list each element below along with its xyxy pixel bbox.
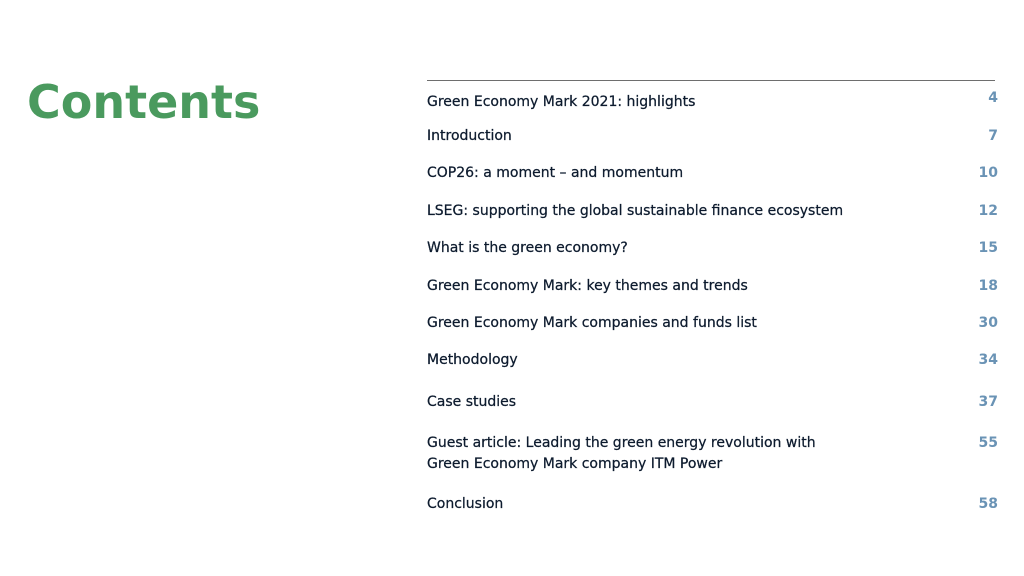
toc-entry-label: Green Economy Mark 2021: highlights xyxy=(427,94,696,110)
toc-entry-label: Introduction xyxy=(427,128,512,144)
toc-entry-label: Conclusion xyxy=(427,496,504,512)
toc-entry-page-number: 18 xyxy=(978,278,998,294)
toc-entry-label: Green Economy Mark companies and funds list xyxy=(427,315,757,331)
toc-entry-label: What is the green economy? xyxy=(427,240,628,256)
toc-entry-page-number: 7 xyxy=(988,128,998,144)
toc-divider xyxy=(427,80,995,81)
toc-entry-page-number: 15 xyxy=(978,240,998,256)
toc-entry-page-number: 58 xyxy=(978,496,998,512)
page-title: Contents xyxy=(27,75,261,129)
toc-entry-page-number: 55 xyxy=(978,435,998,451)
toc-entry-label: Guest article: Leading the green energy revolution with Green Economy Mark company ITM Power xyxy=(427,435,816,472)
toc-entry-page-number: 37 xyxy=(978,394,998,410)
toc-entry-page-number: 10 xyxy=(978,165,998,181)
toc-entry-label: COP26: a moment – and momentum xyxy=(427,165,684,181)
toc-entry-label: Green Economy Mark: key themes and trends xyxy=(427,278,748,294)
toc-entry-page-number: 34 xyxy=(978,352,998,368)
toc-entry-page-number: 12 xyxy=(978,203,998,219)
toc-entry-label: LSEG: supporting the global sustainable finance ecosystem xyxy=(427,203,844,219)
toc-entry-page-number: 4 xyxy=(988,90,998,106)
toc-entry-label: Case studies xyxy=(427,394,517,410)
toc-entry-label: Methodology xyxy=(427,352,518,368)
toc-entry-page-number: 30 xyxy=(978,315,998,331)
